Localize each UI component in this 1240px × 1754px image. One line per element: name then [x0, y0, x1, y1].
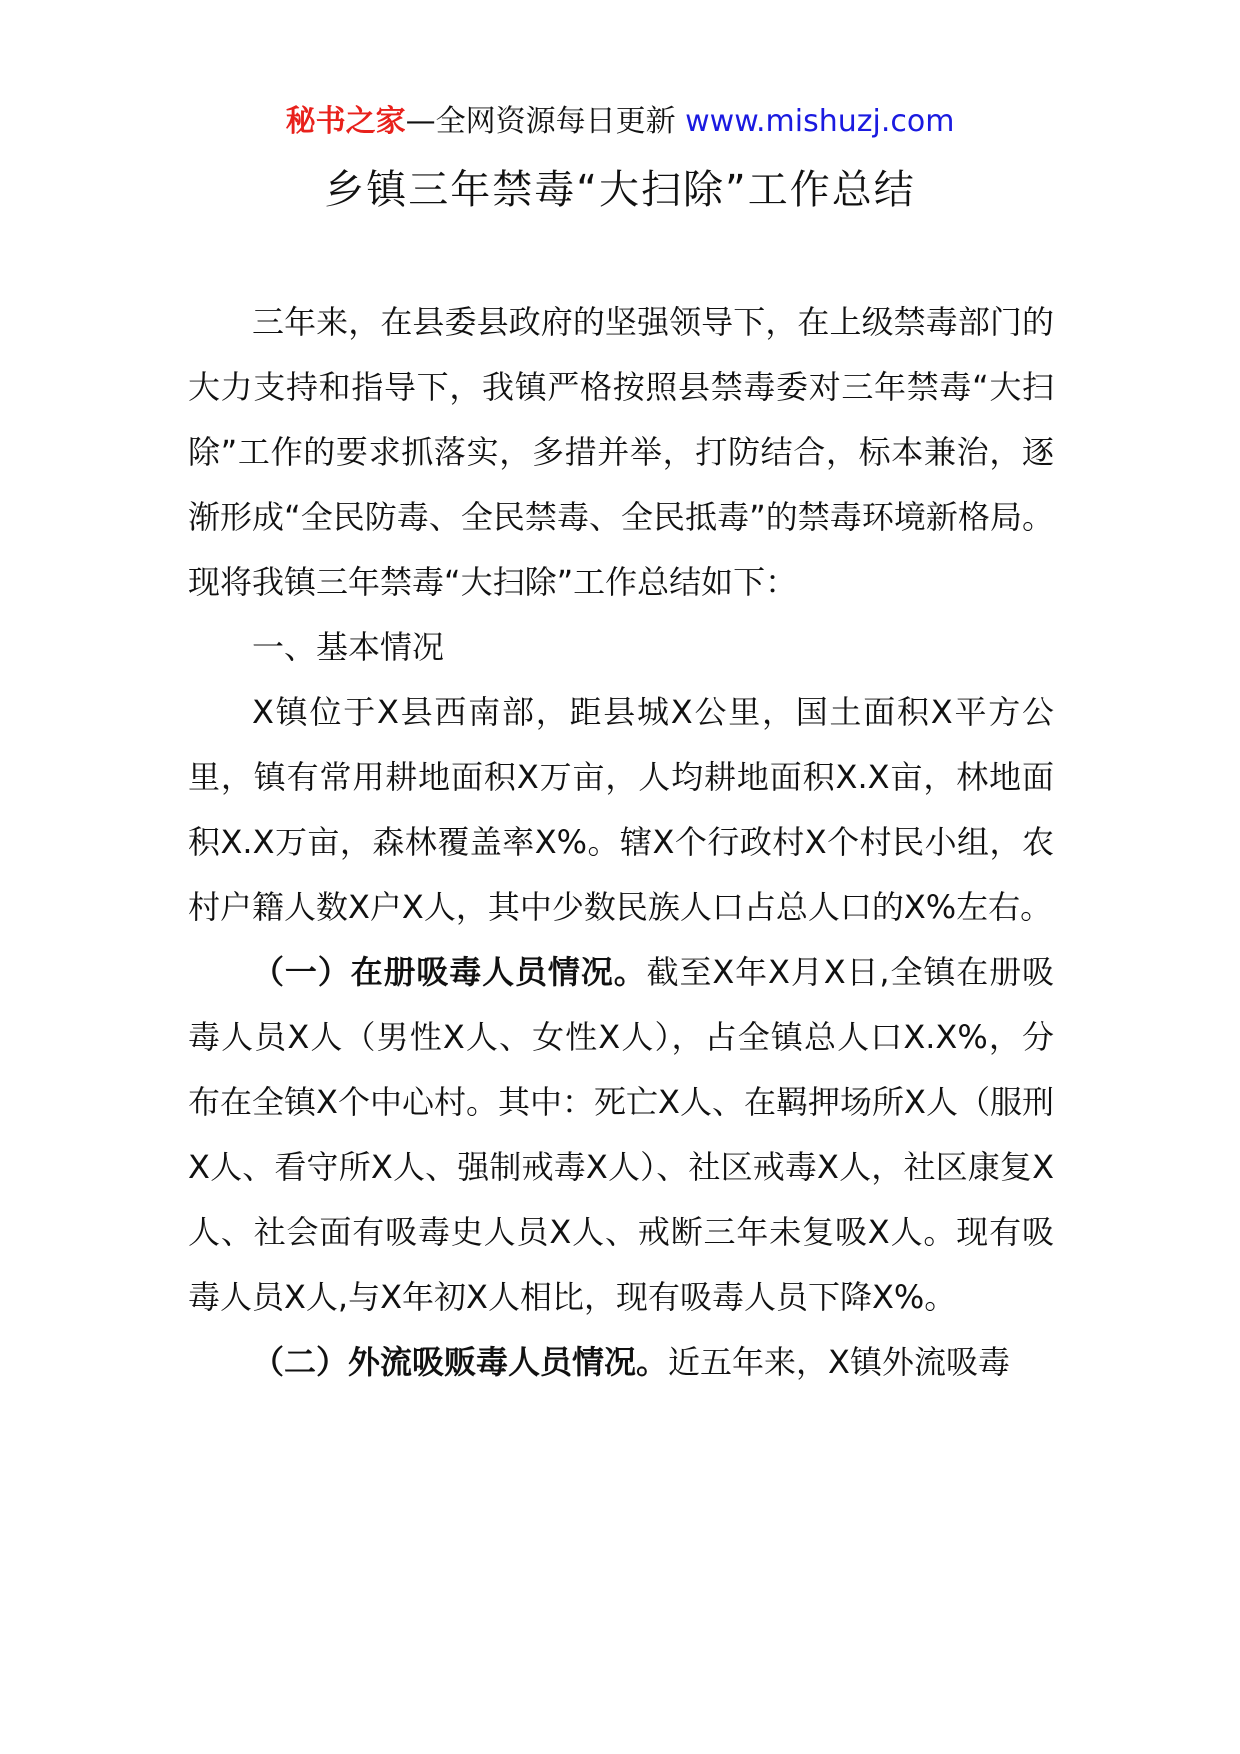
- site-banner: [0, 100, 1240, 144]
- basic-info-paragraph: X镇位于X县西南部，距县城X公里，国土面积X平方公里，镇有常用耕地面积X万亩，人均耕地面积X.X亩，林地面积X.X万亩，森林覆盖率X%。辖X个行政村X个村民小组，农村户籍人数X户X人，其中少数民族人口占总人口的X%左右。: [188, 693, 1054, 926]
- item2-paragraph: [188, 1330, 1054, 1395]
- banner-url[interactable]: www.mishuzj.com: [685, 104, 955, 139]
- item2-text: 近五年来，X镇外流吸毒: [668, 1343, 1010, 1381]
- banner-brand: 秘书之家: [285, 104, 406, 139]
- document-body: [188, 290, 1054, 1395]
- item2-lead: （二）外流吸贩毒人员情况。: [252, 1343, 669, 1381]
- document-title: 乡镇三年禁毒“大扫除”工作总结: [324, 167, 916, 213]
- item1-text: 截至X年X月X日,全镇在册吸毒人员X人（男性X人、女性X人），占全镇总人口X.X%，分布在全镇X个中心村。其中：死亡X人、在羁押场所X人（服刑X人、看守所X人、强制戒毒X人）、社区戒毒X人，社区康复X人、社会面有吸毒史人员X人、戒断三年未复吸X人。现有吸毒人员X人,与X年初X人相比，现有吸毒人员下降X%。: [188, 953, 1054, 1316]
- item1-paragraph: [188, 940, 1054, 1330]
- banner-tagline: —全网资源每日更新: [405, 104, 676, 139]
- intro-paragraph: 三年来，在县委县政府的坚强领导下，在上级禁毒部门的大力支持和指导下，我镇严格按照县禁毒委对三年禁毒“大扫除”工作的要求抓落实，多措并举，打防结合，标本兼治，逐渐形成“全民防毒、全民禁毒、全民抵毒”的禁毒环境新格局。现将我镇三年禁毒“大扫除”工作总结如下：: [188, 303, 1054, 601]
- section-heading-basic-info: 一、基本情况: [252, 628, 445, 666]
- item1-lead: （一）在册吸毒人员情况。: [252, 953, 647, 991]
